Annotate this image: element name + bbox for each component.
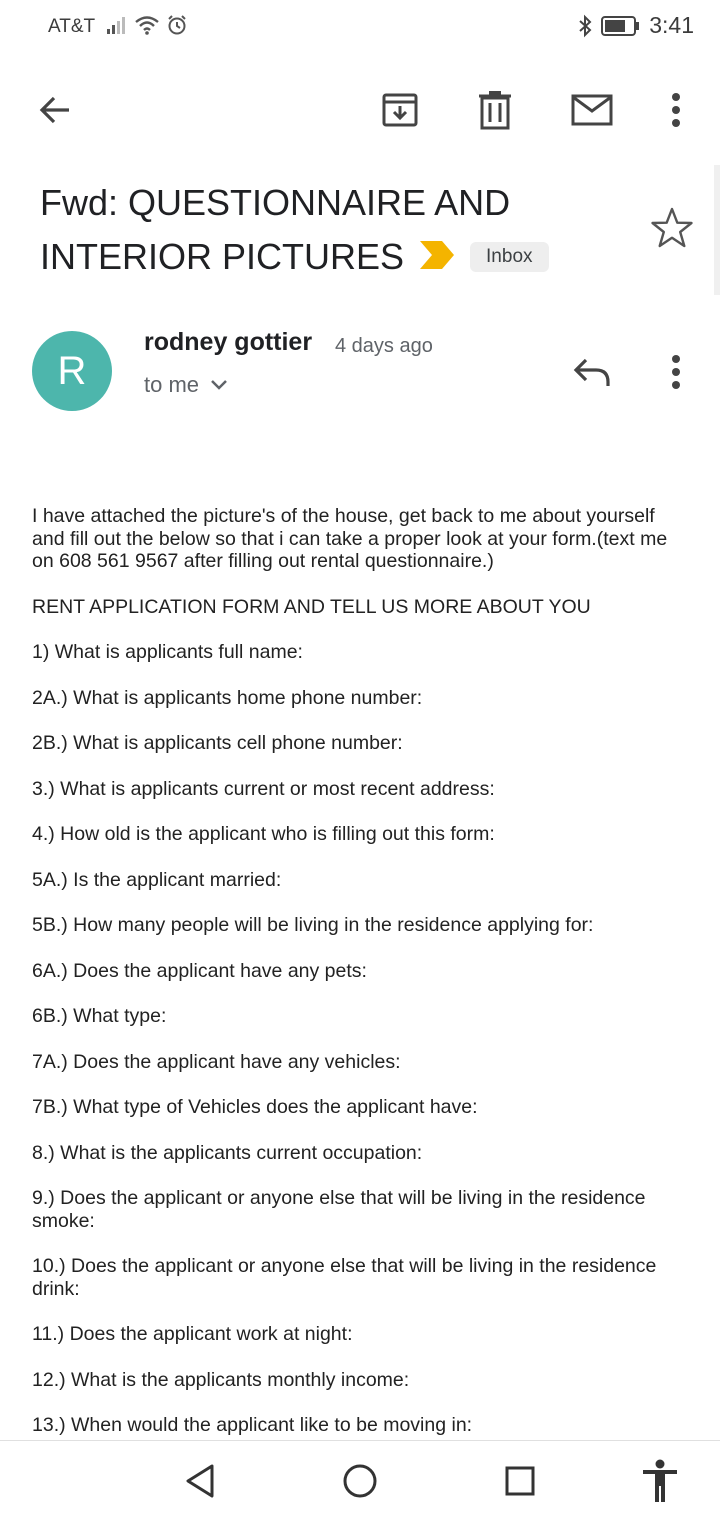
clock: 3:41 bbox=[649, 12, 694, 38]
wifi-icon bbox=[134, 14, 160, 36]
archive-button[interactable] bbox=[372, 82, 428, 138]
body-paragraph: 13.) When would the applicant like to be moving in: bbox=[32, 1414, 473, 1436]
body-paragraph: I have attached the picture's of the house, get back to me about yourself and fill out the below so that i can take a proper look at your form.(text me on 608 561 9567 after filling out rental questionnaire.) bbox=[32, 505, 668, 572]
recipient-details-toggle[interactable] bbox=[144, 372, 229, 398]
subject-line-1: Fwd: QUESTIONNAIRE AND bbox=[40, 182, 511, 223]
nav-recents-icon bbox=[504, 1465, 536, 1497]
delete-button[interactable] bbox=[467, 82, 523, 138]
body-paragraph: 2A.) What is applicants home phone number: bbox=[32, 686, 423, 709]
chevron-down-icon bbox=[209, 378, 229, 392]
alarm-icon bbox=[166, 14, 188, 36]
subject-line-2-row bbox=[40, 230, 640, 284]
more-vert-icon bbox=[670, 92, 682, 128]
star-icon bbox=[648, 204, 696, 252]
status-icons-right bbox=[577, 12, 694, 39]
mail-icon bbox=[571, 94, 613, 126]
sender-avatar[interactable]: R bbox=[32, 331, 112, 411]
body-paragraph: 12.) What is the applicants monthly income: bbox=[32, 1368, 410, 1391]
body-paragraph: RENT APPLICATION FORM AND TELL US MORE ABOUT YOU bbox=[32, 595, 591, 618]
nav-home-icon bbox=[342, 1463, 378, 1499]
body-paragraph: 6B.) What type: bbox=[32, 1005, 167, 1027]
mark-unread-button[interactable] bbox=[564, 82, 620, 138]
body-paragraph: 5A.) Is the applicant married: bbox=[32, 868, 282, 891]
status-icons-left bbox=[106, 14, 188, 36]
system-nav-bar bbox=[0, 1440, 720, 1520]
message-more-button[interactable] bbox=[652, 348, 700, 396]
body-paragraph: 4.) How old is the applicant who is filling out this form: bbox=[32, 823, 495, 845]
star-button[interactable] bbox=[648, 204, 696, 252]
reply-button[interactable] bbox=[566, 348, 618, 396]
importance-marker-icon[interactable] bbox=[420, 230, 456, 284]
body-paragraph: 3.) What is applicants current or most recent address: bbox=[32, 777, 495, 800]
body-paragraph: 6A.) Does the applicant have any pets: bbox=[32, 959, 367, 982]
email-toolbar bbox=[0, 70, 720, 150]
body-paragraph: 9.) Does the applicant or anyone else that will be living in the residence smoke: bbox=[32, 1187, 646, 1232]
reply-icon bbox=[572, 356, 612, 388]
nav-recents-button[interactable] bbox=[494, 1455, 546, 1507]
email-subject bbox=[40, 176, 640, 284]
trash-icon bbox=[477, 90, 513, 130]
inbox-label-chip[interactable]: Inbox bbox=[470, 242, 548, 272]
arrow-back-icon bbox=[37, 92, 73, 128]
body-paragraph: 5B.) How many people will be living in the residence applying for: bbox=[32, 914, 594, 936]
nav-back-icon bbox=[184, 1463, 216, 1499]
accessibility-icon bbox=[641, 1459, 679, 1503]
recipient-label: to me bbox=[144, 372, 200, 397]
carrier-name: AT&T bbox=[48, 16, 96, 37]
more-options-button[interactable] bbox=[648, 82, 704, 138]
subject-line-2: INTERIOR PICTURES bbox=[40, 236, 405, 277]
accessibility-button[interactable] bbox=[634, 1455, 686, 1507]
body-paragraph: 2B.) What is applicants cell phone number: bbox=[32, 732, 403, 754]
signal-icon bbox=[106, 14, 128, 36]
body-paragraph: 8.) What is the applicants current occupation: bbox=[32, 1141, 423, 1164]
more-vert-icon bbox=[670, 354, 682, 390]
body-paragraph: 1) What is applicants full name: bbox=[32, 641, 303, 663]
nav-back-button[interactable] bbox=[174, 1455, 226, 1507]
battery-icon bbox=[601, 15, 641, 37]
nav-home-button[interactable] bbox=[334, 1455, 386, 1507]
bluetooth-icon bbox=[577, 14, 593, 38]
body-paragraph: 11.) Does the applicant work at night: bbox=[32, 1323, 353, 1345]
sender-name: rodney gottier bbox=[144, 328, 313, 356]
archive-icon bbox=[381, 91, 419, 129]
scroll-indicator bbox=[714, 165, 720, 295]
back-button[interactable] bbox=[27, 82, 83, 138]
body-paragraph: 7B.) What type of Vehicles does the applicant have: bbox=[32, 1096, 478, 1118]
body-paragraph: 7A.) Does the applicant have any vehicles: bbox=[32, 1050, 401, 1073]
email-body bbox=[32, 505, 692, 1440]
sent-time: 4 days ago bbox=[335, 335, 433, 357]
status-bar bbox=[0, 0, 720, 56]
body-paragraph: 10.) Does the applicant or anyone else that will be living in the residence drink: bbox=[32, 1255, 657, 1300]
